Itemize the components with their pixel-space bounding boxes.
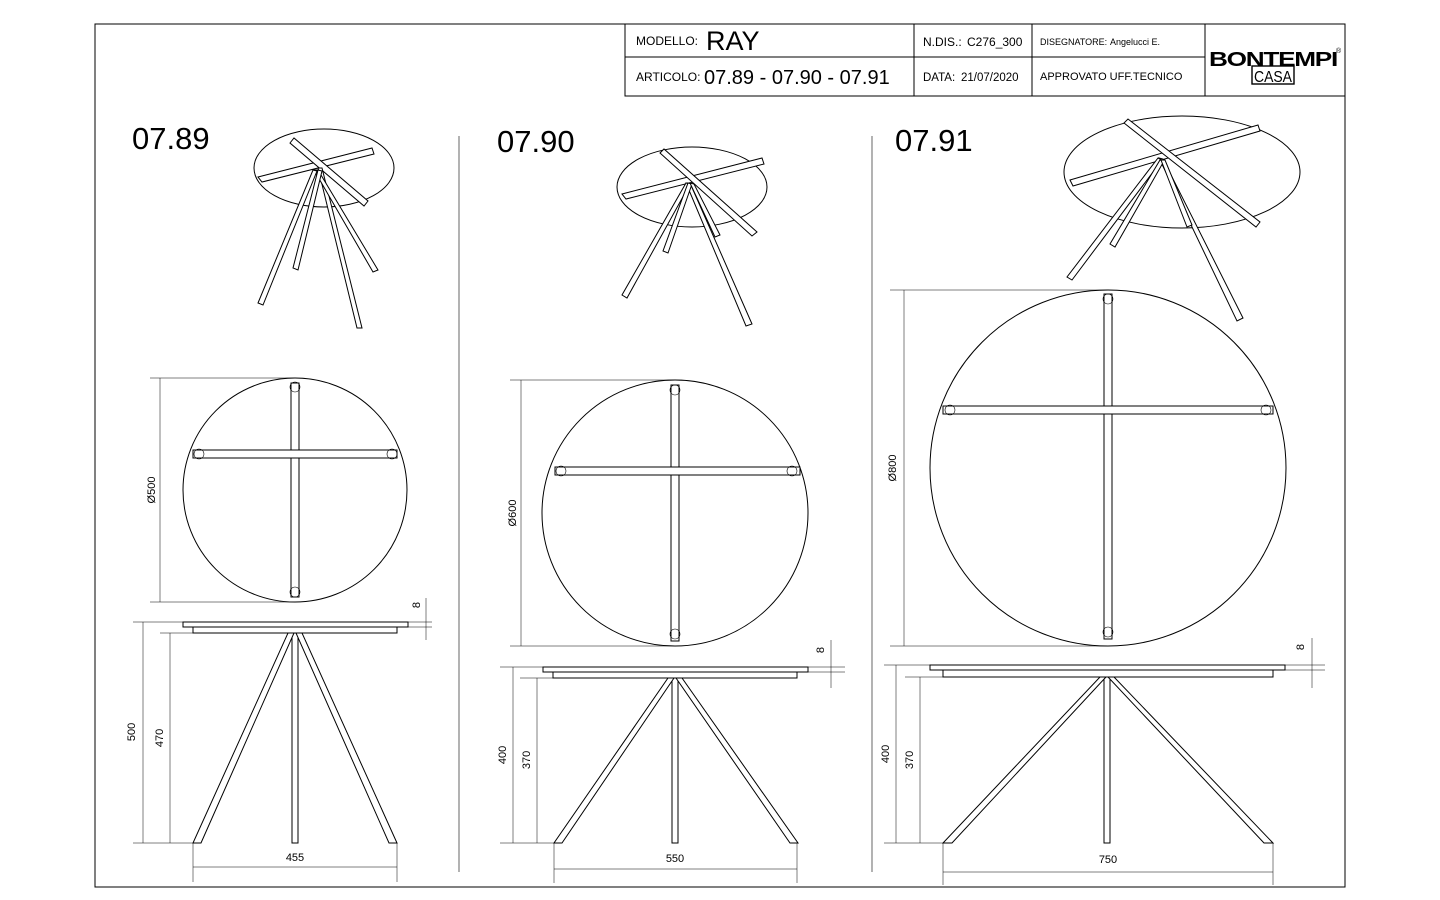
diameter-label-0791: Ø800 (887, 454, 899, 482)
total-height-label-0790: 400 (497, 745, 509, 765)
data-value: 21/07/2020 (961, 72, 1019, 84)
diameter-label-0790: Ø600 (507, 499, 519, 527)
inner-height-label-0791: 370 (904, 750, 916, 770)
total-height-label-0789: 500 (126, 722, 138, 742)
table-code-0791: 07.91 (895, 123, 973, 158)
table-0790-top-view (507, 380, 808, 646)
thickness-label-0789: 8 (411, 601, 423, 609)
table-0790-front-view (497, 640, 845, 883)
logo-sub: CASA (1254, 69, 1293, 86)
approvato-text: APPROVATO UFF.TECNICO (1040, 71, 1183, 83)
data-label: DATA: (923, 72, 956, 84)
articolo-label: ARTICOLO: (636, 70, 701, 84)
table-0789-top-view (146, 378, 407, 602)
ndis-value: C276_300 (967, 35, 1023, 49)
table-0790-perspective (617, 147, 767, 326)
base-width-label-0791: 750 (1098, 854, 1118, 866)
modello-value: RAY (706, 26, 760, 56)
table-0789-front-view (126, 598, 432, 882)
base-width-label-0790: 550 (665, 853, 685, 865)
thickness-label-0791: 8 (1295, 643, 1307, 651)
bontempi-casa-logo (1209, 47, 1342, 86)
ndis-label: N.DIS.: (923, 35, 962, 49)
modello-label: MODELLO: (636, 34, 699, 48)
disegnatore-value: Angelucci E. (1110, 37, 1161, 47)
table-code-0789: 07.89 (132, 121, 210, 156)
table-0791-top-view (887, 290, 1286, 646)
base-width-label-0789: 455 (285, 852, 305, 864)
disegnatore-label: DISEGNATORE: (1040, 37, 1108, 47)
inner-height-label-0790: 370 (521, 750, 533, 770)
table-code-0790: 07.90 (497, 124, 575, 159)
diameter-label-0789: Ø500 (146, 476, 158, 504)
articolo-value: 07.89 - 07.90 - 07.91 (704, 67, 890, 89)
total-height-label-0791: 400 (880, 744, 892, 764)
inner-height-label-0789: 470 (154, 728, 166, 748)
thickness-label-0790: 8 (815, 646, 827, 654)
logo-registered-mark: ® (1336, 48, 1342, 55)
table-0789-perspective (254, 129, 394, 328)
table-0791-front-view (880, 638, 1325, 885)
logo-brand: BONTEMPI (1209, 48, 1338, 71)
